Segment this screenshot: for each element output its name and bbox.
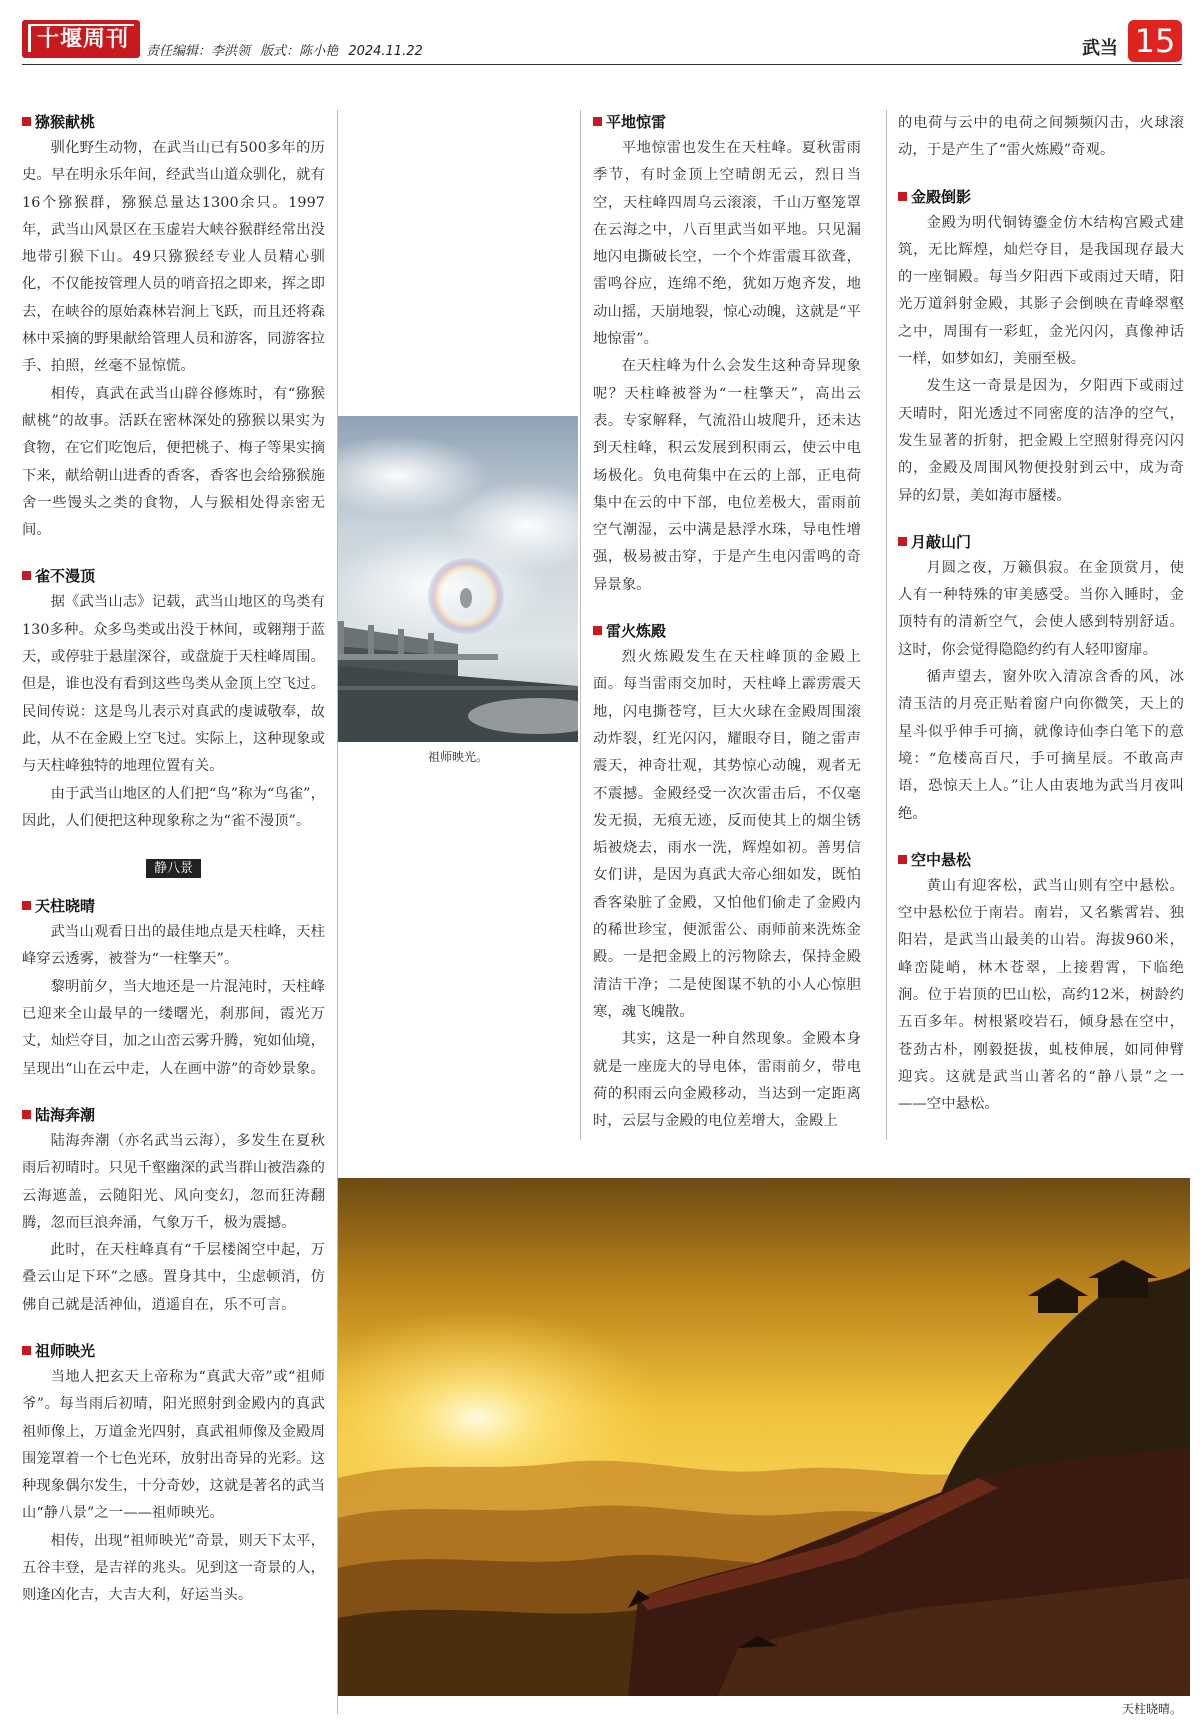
section-name: 武当 [1082,38,1118,59]
red-square-icon [22,571,31,580]
paragraph: 当地人把玄天上帝称为“真武大帝”或“祖师爷”。每当雨后初晴，阳光照射到金殿内的真武祖师像上，万道金光四射，真武祖师像及金殿周围笼罩着一个七色光环，放射出奇异的光彩。这种现象偶尔发生，十分奇妙，这就是著名的武当山“静八景”之一——祖师映光。 [22,1368,325,1522]
layout-credit: 版式：陈小艳 [260,44,339,59]
paragraph: 发生这一奇景是因为，夕阳西下或雨过天晴时，阳光透过不同密度的洁净的空气，发生显著的折射，把金殿上空照射得亮闪闪的，金殿及周围风物便投射到云中，成为奇异的幻景，美如海市蜃楼。 [898,378,1184,504]
article-heading: 月敲山门 [898,532,1184,552]
article-heading: 祖师映光 [22,1341,325,1361]
paragraph: 金殿为明代铜铸鎏金仿木结构宫殿式建筑，无比辉煌，灿烂夺目，是我国现存最大的一座铜殿。每当夕阳西下或雨过天晴，阳光万道斜射金殿，其影子会倒映在青峰翠壑之中，周围有一彩虹，金光闪闪，真像神话一样，如梦如幻，美丽至极。 [898,214,1184,368]
column-2 [593,110,861,1140]
masthead-logo [22,20,140,58]
paragraph: 据《武当山志》记载，武当山地区的鸟类有130多种。众多鸟类或出没于林间，或翱翔于蓝天，或停驻于悬崖深谷，或盘旋于天柱峰周围。但是，谁也没有看到这些鸟类从金顶上空飞过。民间传说：这是鸟儿表示对真武的虔诚敬奉，故此，从不在金殿上空飞过。实际上，这种现象或与天柱峰独特的地理位置有关。 [22,594,325,775]
halo-photo [338,416,578,742]
article-heading: 雷火炼殿 [593,621,861,641]
red-square-icon [22,1346,31,1355]
paragraph: 此时，在天柱峰真有“千层楼阁空中起，万叠云山足下环”之感。置身其中，尘虑顿消，仿佛自己就是活神仙，逍遥自在，乐不可言。 [22,1242,325,1313]
page-header [0,0,1200,66]
red-square-icon [898,537,907,546]
article-pine [898,850,1184,1119]
article-heading: 空中悬松 [898,850,1184,870]
article-sunrise [22,896,325,1083]
paragraph: 循声望去，窗外吹入清凉含香的风，冰清玉洁的月亮正贴着窗户向你微笑，天上的星斗似乎伸手可摘，就像诗仙李白笔下的意境：“危楼高百尺，手可摘星辰。不敢高声语，恐惊天上人。”让人由衷地为武当月夜叫绝。 [898,669,1184,822]
credits-line [146,40,429,59]
paragraph: 烈火炼殿发生在天柱峰顶的金殿上面。每当雷雨交加时，天柱峰上霹雳震天地，闪电撕苍穹，巨大火球在金殿周围滚动炸裂，红光闪闪，耀眼夺目，随之雷声震天，神奇壮观，其势惊心动魄，观者无不震撼。金殿经受一次次雷击后，不仅毫发无损，无痕无迹，反而使其上的烟尘锈垢被烧去，雨水一洗，辉煌如初。善男信女们讲，是因为真武大帝心细如发，既怕香客染脏了金殿，又怕他们偷走了金殿内的稀世珍宝，便派雷公、雨师前来洗炼金殿。一是把金殿上的污物除去，保持金殿清洁干净；二是使图谋不轨的小人心惊胆寒，魂飞魄散。 [593,649,861,1020]
article-fire-hall [593,621,861,1135]
column-divider [580,110,581,1140]
paragraph: 黎明前夕，当大地还是一片混沌时，天柱峰已迎来全山最早的一缕曙光，刹那间，霞光万丈，灿烂夺目，加之山峦云雾升腾，宛如仙境，呈现出“山在云中走，人在画中游”的奇妙景象。 [22,978,325,1077]
article-cloud-sea [22,1105,325,1319]
editor-credit: 责任编辑：李洪领 [146,44,251,59]
paragraph: 武当山观看日出的最佳地点是天柱峰，天柱峰穿云透雾，被誉为“一柱擎天”。 [22,924,325,968]
article-heading: 陆海奔潮 [22,1105,325,1125]
article-heading: 天柱晓晴 [22,896,325,916]
red-square-icon [593,626,602,635]
column-3 [898,110,1184,1140]
article-heading: 平地惊雷 [593,112,861,132]
paragraph: 的电荷与云中的电荷之间频频闪击，火球滚动，于是产生了“雷火炼殿”奇观。 [898,115,1184,159]
article-heading: 雀不漫顶 [22,566,325,586]
paragraph: 由于武当山地区的人们把“鸟”称为“鸟雀”，因此，人们便把这种现象称之为“雀不漫顶”。 [22,785,325,829]
page-number: 15 [1128,20,1182,62]
paragraph: 陆海奔潮（亦名武当云海），多发生在夏秋雨后初晴时。只见千壑幽深的武当群山被浩淼的云海遮盖，云随阳光、风向变幻，忽而狂涛翻腾，忽而巨浪奔涌，气象万千，极为震撼。 [22,1132,325,1231]
red-square-icon [22,117,31,126]
paragraph: 相传，出现“祖师映光”奇景，则天下太平，五谷丰登，是吉祥的兆头。见到这一奇景的人，则逢凶化吉，大吉大利，好运当头。 [22,1532,325,1604]
article-monkeys [22,112,325,544]
article-halo [22,1341,325,1610]
column-1 [22,110,325,1720]
paragraph: 月圆之夜，万籁俱寂。在金顶赏月，使人有一种特殊的审美感受。当你入睡时，金顶特有的清新空气，会使人感到特别舒适。这时，你会觉得隐隐约约有人轻叩窗扉。 [898,559,1184,658]
article-moon [898,532,1184,828]
red-square-icon [593,117,602,126]
paragraph: 在天柱峰为什么会发生这种奇异现象呢？天柱峰被誉为“一柱擎天”，高出云表。专家解释，气流沿山坡爬升，还未达到天柱峰，积云发展到积雨云，使云中电场极化。负电荷集中在云的上部，正电荷集中在云的中下部，电位差极大，雷雨前空气潮湿，云中满是悬浮水珠，导电性增强，极易被击穿，于是产生电闪雷鸣的奇异景象。 [593,358,861,593]
paragraph: 其实，这是一种自然现象。金殿本身就是一座庞大的导电体，雷雨前夕，带电荷的积雨云向金殿移动，当达到一定距离时，云层与金殿的电位差增大，金殿上 [593,1031,861,1130]
paragraph: 平地惊雷也发生在天柱峰。夏秋雷雨季节，有时金顶上空晴朗无云，烈日当空，天柱峰四周乌云滚滚，千山万壑笼罩在云海之中，八百里武当如平地。只见漏地闪电撕破长空，一个个炸雷震耳欲聋，雷鸣谷应，连绵不绝，犹如万炮齐发，地动山摇，天崩地裂，惊心动魄，这就是“平地惊雷”。 [593,140,861,348]
paragraph: 驯化野生动物，在武当山已有500多年的历史。早在明永乐年间，经武当山道众驯化，就有16个猕猴群，猕猴总量达1300余只。1997年，武当山风景区在玉虚岩大峡谷猴群经常出没地带引猴下山。49只猕猴经专业人员精心驯化，不仅能按管理人员的哨音招之即来，挥之即去，在峡谷的原始森林岩涧上飞跃，而且还将森林中采摘的野果献给管理人员和游客，同游客拉手、拍照，丝毫不显惊慌。 [22,140,325,375]
red-square-icon [22,901,31,910]
sunrise-photo-caption: 天柱晓晴。 [1122,1702,1183,1716]
article-heading: 猕猴献桃 [22,112,325,132]
masthead-title: 十堰周刊 [28,24,134,52]
section-banner [22,857,325,878]
paragraph: 相传，真武在武当山辟谷修炼时，有“猕猴献桃”的故事。活跃在密林深处的猕猴以果实为食物，在它们吃饱后，便把桃子、梅子等果实摘下来，献给朝山进香的香客，香客也会给猕猴施舍一些馒头之类的食物，人与猴相处得亲密无间。 [22,385,325,539]
article-thunder [593,112,861,599]
article-continuation [898,110,1184,165]
article-reflection [898,187,1184,510]
sunrise-photo [338,1178,1190,1696]
section-banner-label: 静八景 [146,859,201,878]
red-square-icon [898,855,907,864]
article-birds [22,566,325,835]
halo-photo-caption: 祖师映光。 [427,750,488,764]
paragraph: 黄山有迎客松，武当山则有空中悬松。空中悬松位于南岩。南岩，又名紫霄岩、独阳岩，是武当山最美的山岩。海拔960米，峰峦陡峭，林木苍翠，上接碧霄，下临绝涧。位于岩顶的巴山松，高约12米，树龄约五百多年。树根紧咬岩石，倾身悬在空中，苍劲古朴，刚毅挺拔，虬枝伸展，如同伸臂迎宾。这就是武当山著名的“静八景”之一——空中悬松。 [898,877,1184,1113]
column-divider [886,110,887,1140]
article-heading: 金殿倒影 [898,187,1184,207]
issue-date: 2024.11.22 [348,44,423,59]
red-square-icon [898,192,907,201]
red-square-icon [22,1110,31,1119]
header-rule [22,64,1182,65]
